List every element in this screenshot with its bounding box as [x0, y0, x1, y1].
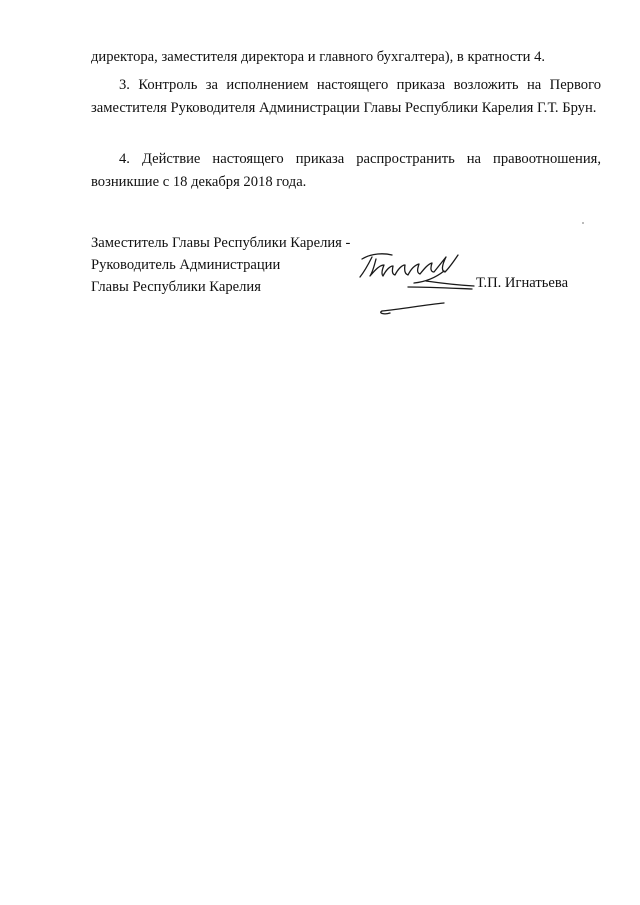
- signatory-title-line: Заместитель Главы Республики Карелия -: [91, 235, 351, 251]
- paragraph-continuation: директора, заместителя директора и главного бухгалтера), в кратности 4.: [91, 49, 546, 65]
- signatory-title-line: Руководитель Администрации: [91, 257, 281, 273]
- paragraph-item-4: 4. Действие настоящего приказа распространить на правоотношения, возникшие с 18 декабря 2018 года.: [91, 151, 601, 190]
- scan-speck: [582, 222, 584, 224]
- signatory-title: [91, 232, 350, 298]
- paragraph-item-3: 3. Контроль за исполнением настоящего приказа возложить на Первого заместителя Руководителя Администрации Главы Республики Карелия Г.Т. Брун.: [91, 77, 601, 116]
- signatory-title-line: Главы Республики Карелия: [91, 279, 261, 295]
- signer-name: Т.П. Игнатьева: [476, 275, 569, 291]
- handwritten-signature: [348, 245, 478, 325]
